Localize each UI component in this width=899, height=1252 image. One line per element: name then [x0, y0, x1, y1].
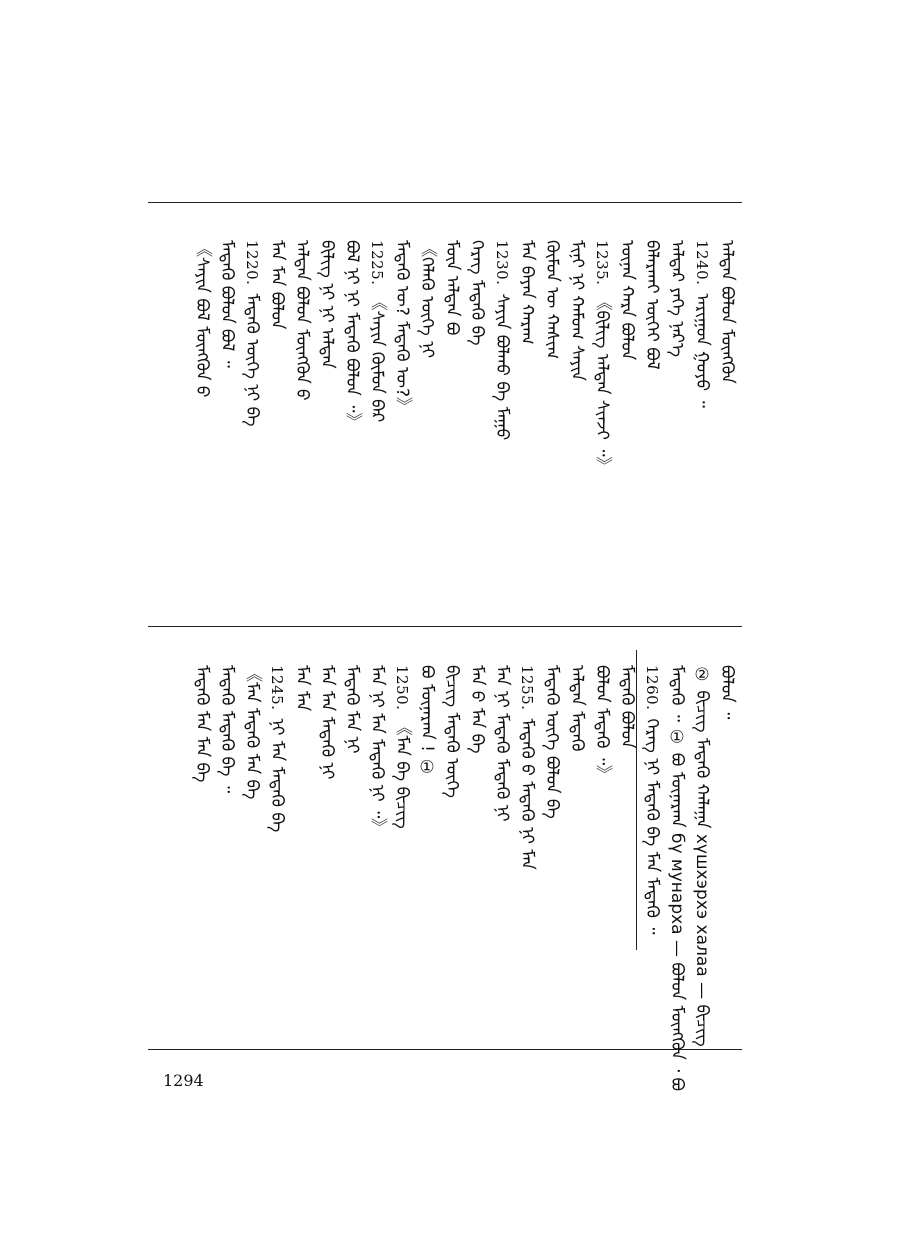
- text-column: [691, 665, 713, 1047]
- bottom-divider: [148, 1049, 742, 1050]
- text-column: [341, 240, 363, 429]
- column-text: ᠮᠡᠳᠡᠬᠦ ᠮᠡᠨ ᠨᠢ: [342, 665, 362, 754]
- text-column: [616, 240, 638, 360]
- text-column: [191, 665, 213, 782]
- column-text: ᠮᠡᠨ ᠮᠡᠨ ᠮᠡᠳᠡᠬᠦ ᠨᠢ: [317, 665, 337, 780]
- text-column: [391, 240, 413, 414]
- text-column: [391, 665, 413, 829]
- column-text: ᠠᠷᠢᠭᠤᠨ ᠭᠣᠶᠤ ᠃: [692, 293, 712, 408]
- column-text: 《ᠰᠠᠶᠢᠨ ᠬᠦᠮᠦᠨ ᠪᠠᠷ: [367, 293, 387, 423]
- column-text: ᠮᠡᠳᠡᠬᠦ ᠪᠣᠯᠤᠨ ᠪᠣᠯ ᠃: [217, 240, 237, 368]
- column-text: 《ᠪᠢᠯᠢᠭ ᠠᠯᠲᠠᠨ ᠰᠢᠨᠵᠢ ᠃》: [592, 293, 612, 474]
- column-text: ᠮᠡᠳᠡᠬᠦ ᠪ ᠮᠡᠳᠡᠬᠦ ᠨᠢ ᠮᠡᠨ: [517, 718, 537, 870]
- text-column: [541, 240, 563, 359]
- column-text: ᠮᠡᠨ ᠮᠡᠨ: [292, 665, 312, 712]
- column-text: ᠦᠨᠡᠨ ᠬᠠᠷᠠ ᠪᠣᠯᠤᠨ: [617, 240, 637, 361]
- text-column: [491, 240, 513, 440]
- column-text: ᠮᠦᠨ ᠠᠯᠲᠠᠨ ᠪᠤ: [442, 240, 462, 336]
- line-number: 1230.: [493, 240, 511, 286]
- text-column: [291, 240, 313, 401]
- line-number: 1235.: [593, 240, 611, 286]
- column-text: ᠬᠦᠮᠦᠨ ᠦ ᠬᠠᠰᠢᠭ: [542, 240, 562, 360]
- text-column: [316, 240, 338, 369]
- text-column: [666, 240, 688, 357]
- column-text: ᠮᠡᠨ ᠪᠠᠶᠠᠨ ᠬᠠᠷᠠᠭ: [517, 240, 537, 345]
- text-column: [716, 240, 738, 384]
- text-column: [516, 240, 538, 345]
- text-column: [291, 665, 313, 711]
- column-text: 《ᠬᠡᠯᠡᠬᠦ ᠦᠭᠡ ᠨᠢ: [417, 240, 437, 359]
- line-number: 1220.: [243, 240, 261, 286]
- line-number: 1240.: [693, 240, 711, 286]
- text-column: [566, 240, 588, 381]
- column-text: ᠠᠯᠳᠠᠷ ᠶᠡᠬᠡ ᠨᠡᠷ᠎ᠡ: [667, 240, 687, 358]
- text-column: [416, 240, 438, 358]
- text-column: [466, 665, 488, 754]
- text-column: [366, 665, 388, 835]
- column-text: ᠮᠡᠳᠡᠬᠦ ᠦ? ᠮᠡᠳᠡᠬᠦ ᠦ?》: [392, 240, 412, 414]
- column-text: ᠰᠠᠶᠢᠨ ᠪᠣᠯᠬᠤ ᠪᠠ ᠮᠠᠭᠤ: [492, 293, 512, 441]
- column-text: ᠬᠡᠷᠡᠭ ᠮᠡᠳᠡᠬᠦ ᠪᠠ: [467, 240, 487, 346]
- column-text: 《ᠮᠡᠨ ᠮᠡᠳᠡᠬᠦ ᠮᠡᠨ ᠪᠠ: [242, 665, 262, 800]
- column-text: ᠪᠣᠯᠤᠨ ᠮᠡᠳᠡᠬᠦ ᠃》: [592, 665, 612, 783]
- text-column: [416, 665, 438, 777]
- column-text: ② ᠪᠢᠴᠢᠭ ᠮᠡᠳᠡᠬᠦ ᠬᠠᠯᠠᠭᠠ xүшхэрхэ халаа — ᠪᠢᠴᠢᠭ: [692, 665, 712, 1047]
- text-column: [366, 240, 388, 422]
- text-column: [216, 665, 238, 793]
- column-text: ᠪᠢᠴᠢᠭ ᠮᠡᠳᠡᠬᠦ ᠦᠭᠡ: [442, 665, 462, 798]
- column-text: ᠨᠢ ᠮᠡᠨ ᠮᠡᠳᠡᠬᠦ ᠪᠠ: [267, 718, 287, 833]
- column-text: 《ᠮᠡᠨ ᠪᠠ ᠪᠢᠴᠢᠭ: [392, 718, 412, 829]
- column-text: ᠮᠡᠳᠡᠬᠦ ᠮᠡᠳᠡᠬᠦ ᠪᠠ ᠃: [217, 665, 237, 794]
- text-column: [241, 665, 263, 799]
- middle-divider: [148, 626, 742, 627]
- column-text: ᠮᠢᠨᠢ ᠨᠢ ᠬᠠᠮᠤᠭ ᠰᠠᠶᠢᠨ: [567, 240, 587, 381]
- text-column: [441, 240, 463, 335]
- column-text: ᠪᠠᠯᠠᠷᠬᠠᠢ ᠦᠭᠡᠢ ᠪᠣᠯ: [642, 240, 662, 370]
- text-column: [316, 665, 338, 779]
- text-column: [266, 665, 288, 832]
- line-number: 1260.: [643, 665, 661, 711]
- text-column: [691, 240, 713, 408]
- text-column: [216, 240, 238, 368]
- page-number: 1294: [163, 1071, 204, 1090]
- top-divider: [148, 202, 742, 203]
- text-column: [191, 240, 213, 397]
- text-column: [716, 665, 738, 719]
- column-text: ᠠᠯᠲᠠᠨ ᠪᠤᠯᠤᠨ ᠮᠥᠩᠭᠦᠨ ᠪ: [292, 240, 312, 401]
- text-column: [566, 665, 588, 751]
- text-column: [541, 665, 563, 819]
- column-text: ᠮᠡᠳᠡᠬᠦ ᠦᠭᠡ ᠨᠢ ᠪᠠ: [242, 293, 262, 427]
- line-number: 1245.: [268, 665, 286, 711]
- line-number: 1250.: [393, 665, 411, 711]
- column-text: 《ᠰᠠᠶᠢᠨ ᠪᠣᠯ ᠮᠥᠩᠭᠦᠨ ᠪ: [192, 240, 212, 398]
- column-text: ᠪᠢᠯᠢᠭ ᠨᠢ ᠨᠢ ᠠᠯᠲᠠᠨ: [317, 240, 337, 369]
- column-text: ᠮᠡᠳᠡᠬᠦ ᠪᠣᠯᠤᠨ: [617, 665, 637, 749]
- column-text: ᠪᠣ ᠮᠦᠨᠠᠷᠬᠠ ! ①: [417, 665, 437, 778]
- text-column: [341, 665, 363, 754]
- column-text: ᠮᠡᠨ ᠨᠢ ᠮᠡᠳᠡᠬᠦ ᠮᠡᠳᠡᠬᠦ ᠨᠢ: [492, 665, 512, 822]
- text-column: [666, 665, 688, 1091]
- text-column: [591, 665, 613, 782]
- text-column: [641, 240, 663, 370]
- text-column: [491, 665, 513, 822]
- column-text: ᠮᠡᠨ ᠨᠢ ᠮᠡᠨ ᠮᠡᠳᠡᠬᠦ ᠨᠢ ᠃》: [367, 665, 387, 836]
- column-text: ᠪᠣᠯᠤᠨ ᠃: [717, 665, 737, 720]
- column-text: ᠬᠡᠷᠡᠭ ᠨᠢ ᠮᠡᠳᠡᠬᠦ ᠪᠠ ᠮᠡᠨ ᠮᠡᠳᠡᠬᠦ ᠃: [642, 718, 662, 935]
- column-text: ᠮᠡᠨ ᠪ ᠮᠡᠨ ᠪᠠ: [467, 665, 487, 754]
- text-column: [591, 240, 613, 474]
- column-text: ᠠᠯᠲᠠᠨ ᠮᠡᠳᠡᠬᠦ: [567, 665, 587, 752]
- column-text: ᠮᠡᠳᠡᠬᠦ ᠦᠭᠡ ᠪᠣᠯᠤᠨ ᠪᠠ: [542, 665, 562, 819]
- column-text: ᠮᠡᠨ ᠮᠡᠨ ᠪᠣᠯᠤᠨ: [267, 240, 287, 330]
- text-column: [466, 240, 488, 346]
- text-column: [266, 240, 288, 329]
- line-number: 1255.: [518, 665, 536, 711]
- text-column: [641, 665, 663, 935]
- column-text: ᠪᠣᠯ ᠨᠢ ᠨᠢ ᠮᠡᠳᠡᠬᠦ ᠪᠣᠯᠤᠨ ᠃》: [342, 240, 362, 430]
- text-column: [516, 665, 538, 870]
- column-text: ᠮᠡᠳᠡᠬᠦ ᠃ ① ᠪᠣ ᠮᠦᠨᠠᠷᠬᠠ бү мунарха — ᠪᠣᠯᠤᠨ ᠮᠥᠩᠭᠦᠨ ᠂ ᠪᠣ: [667, 665, 687, 1092]
- text-column: [441, 665, 463, 798]
- line-number: 1225.: [368, 240, 386, 286]
- text-column: [616, 665, 638, 748]
- text-column: [241, 240, 263, 426]
- column-text: ᠠᠯᠲᠠᠨ ᠪᠤᠯᠤᠨ ᠮᠥᠩᠭᠦᠨ: [717, 240, 737, 384]
- column-text: ᠮᠡᠳᠡᠬᠦ ᠮᠡᠨ ᠮᠡᠨ ᠪᠠ: [192, 665, 212, 783]
